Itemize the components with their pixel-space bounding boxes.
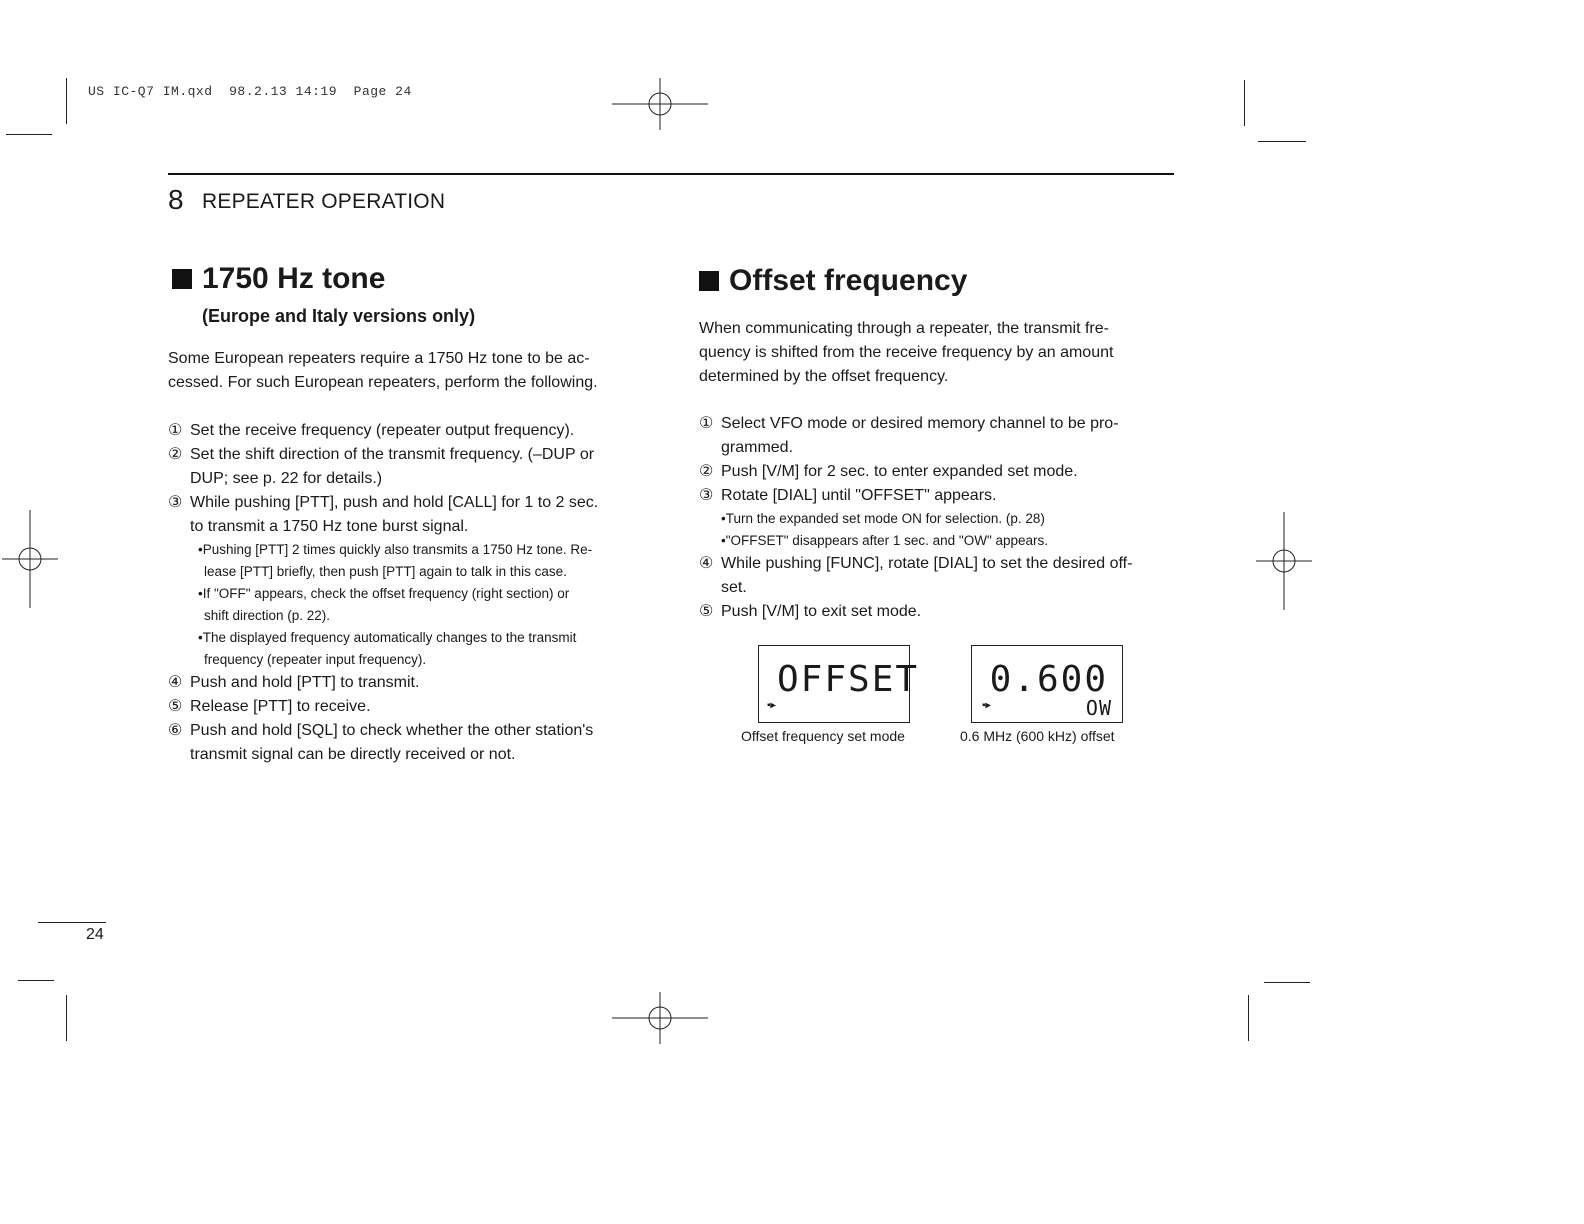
registration-target-icon: [1256, 512, 1312, 610]
step-text: Push [V/M] for 2 sec. to enter expanded set mode.: [721, 463, 1078, 480]
step-number: ②: [699, 463, 714, 480]
note-item: [721, 508, 1179, 530]
lcd-display-offset-value: [971, 645, 1123, 723]
section-subheading: (Europe and Italy versions only): [202, 306, 476, 326]
section-heading-text: 1750 Hz tone: [202, 262, 386, 295]
crop-mark: [66, 78, 67, 124]
crop-mark: [1264, 982, 1310, 983]
step-item: [168, 419, 658, 443]
intro-line: cessed. For such European repeaters, perform the following.: [168, 374, 598, 391]
step-item: [699, 460, 1179, 484]
step-text: Push and hold [SQL] to check whether the other station's: [190, 722, 594, 739]
registration-target-icon: [610, 78, 710, 130]
step-text: Select VFO mode or desired memory channel to be pro-: [721, 415, 1119, 432]
step-text: DUP; see p. 22 for details.): [190, 470, 383, 487]
printer-slug: US IC-Q7 IM.qxd 98.2.13 14:19 Page 24: [88, 84, 412, 99]
crop-mark: [6, 134, 52, 135]
note-text: •The displayed frequency automatically changes to the transmit: [198, 630, 577, 645]
step-item: [699, 552, 1179, 600]
crop-mark: [1258, 141, 1306, 142]
section-heading-text: Offset frequency: [729, 264, 968, 297]
lcd-indicator-icon: ▪▸: [767, 700, 776, 711]
step-text: Set the receive frequency (repeater output frequency).: [190, 422, 575, 439]
chapter-number: 8: [168, 184, 184, 215]
note-text: •"OFFSET" disappears after 1 sec. and "OW" appears.: [721, 533, 1049, 548]
step-number: ④: [168, 674, 183, 691]
section-heading-offset: [699, 264, 967, 298]
step-number: ①: [699, 415, 714, 432]
note-item: [198, 583, 658, 627]
step-notes: [721, 508, 1179, 552]
note-item: [721, 530, 1179, 552]
step-text: Rotate [DIAL] until "OFFSET" appears.: [721, 487, 997, 504]
step-item: [699, 600, 1179, 624]
step-number: ①: [168, 422, 183, 439]
step-item: [168, 443, 658, 491]
footer-rule: [38, 922, 106, 923]
note-text: lease [PTT] briefly, then push [PTT] again to talk in this case.: [204, 564, 567, 579]
header-rule: [168, 173, 1174, 175]
lcd-display-offset-mode: [758, 645, 920, 723]
steps-list-1750hz: [168, 419, 658, 767]
intro-line: quency is shifted from the receive frequency by an amount: [699, 344, 1114, 361]
step-text: grammed.: [721, 439, 794, 456]
step-text: While pushing [FUNC], rotate [DIAL] to set the desired off-: [721, 555, 1133, 572]
step-number: ⑤: [699, 603, 714, 620]
step-text: Push and hold [PTT] to transmit.: [190, 674, 420, 691]
lcd-sub-readout: OW: [1085, 696, 1112, 720]
intro-line: determined by the offset frequency.: [699, 368, 949, 385]
intro-line: When communicating through a repeater, the transmit fre-: [699, 320, 1109, 337]
crop-mark: [66, 995, 67, 1041]
step-number: ⑥: [168, 722, 183, 739]
crop-mark: [18, 980, 54, 981]
step-text: Push [V/M] to exit set mode.: [721, 603, 922, 620]
step-item: [168, 671, 658, 695]
registration-target-icon: [610, 992, 710, 1044]
step-number: ③: [699, 487, 714, 504]
display-caption: 0.6 MHz (600 kHz) offset: [960, 728, 1115, 744]
step-item: [699, 484, 1179, 552]
display-caption: Offset frequency set mode: [741, 728, 905, 744]
lcd-indicator-icon: ▪▸: [982, 700, 991, 711]
intro-paragraph: [699, 317, 1179, 389]
lcd-main-readout: 0.600: [989, 659, 1108, 700]
crop-mark: [1248, 995, 1249, 1041]
square-bullet-icon: [172, 269, 192, 289]
step-text: transmit signal can be directly received or not.: [190, 746, 516, 763]
page-number: 24: [86, 926, 104, 943]
step-number: ②: [168, 446, 183, 463]
square-bullet-icon: [699, 271, 719, 291]
note-text: •If "OFF" appears, check the offset frequency (right section) or: [198, 586, 570, 601]
note-item: [198, 539, 658, 583]
step-text: Release [PTT] to receive.: [190, 698, 371, 715]
section-heading-1750hz: [172, 262, 385, 296]
note-text: shift direction (p. 22).: [204, 608, 331, 623]
note-text: frequency (repeater input frequency).: [204, 652, 427, 667]
step-text: While pushing [PTT], push and hold [CALL] for 1 to 2 sec.: [190, 494, 599, 511]
step-item: [168, 719, 658, 767]
step-notes: [190, 539, 658, 671]
step-text: Set the shift direction of the transmit frequency. (–DUP or: [190, 446, 595, 463]
note-text: •Pushing [PTT] 2 times quickly also transmits a 1750 Hz tone. Re-: [198, 542, 593, 557]
lcd-main-readout: OFFSET: [777, 659, 920, 700]
note-item: [198, 627, 658, 671]
intro-paragraph: [168, 347, 658, 395]
step-item: [699, 412, 1179, 460]
step-number: ④: [699, 555, 714, 572]
step-text: set.: [721, 579, 747, 596]
intro-line: Some European repeaters require a 1750 Hz tone to be ac-: [168, 350, 590, 367]
crop-mark: [1244, 80, 1245, 126]
step-number: ⑤: [168, 698, 183, 715]
chapter-title: REPEATER OPERATION: [202, 190, 446, 213]
note-text: •Turn the expanded set mode ON for selection. (p. 28): [721, 511, 1045, 526]
step-item: [168, 695, 658, 719]
step-number: ③: [168, 494, 183, 511]
steps-list-offset: [699, 412, 1179, 624]
registration-target-icon: [2, 510, 58, 608]
step-item: [168, 491, 658, 671]
step-text: to transmit a 1750 Hz tone burst signal.: [190, 518, 469, 535]
